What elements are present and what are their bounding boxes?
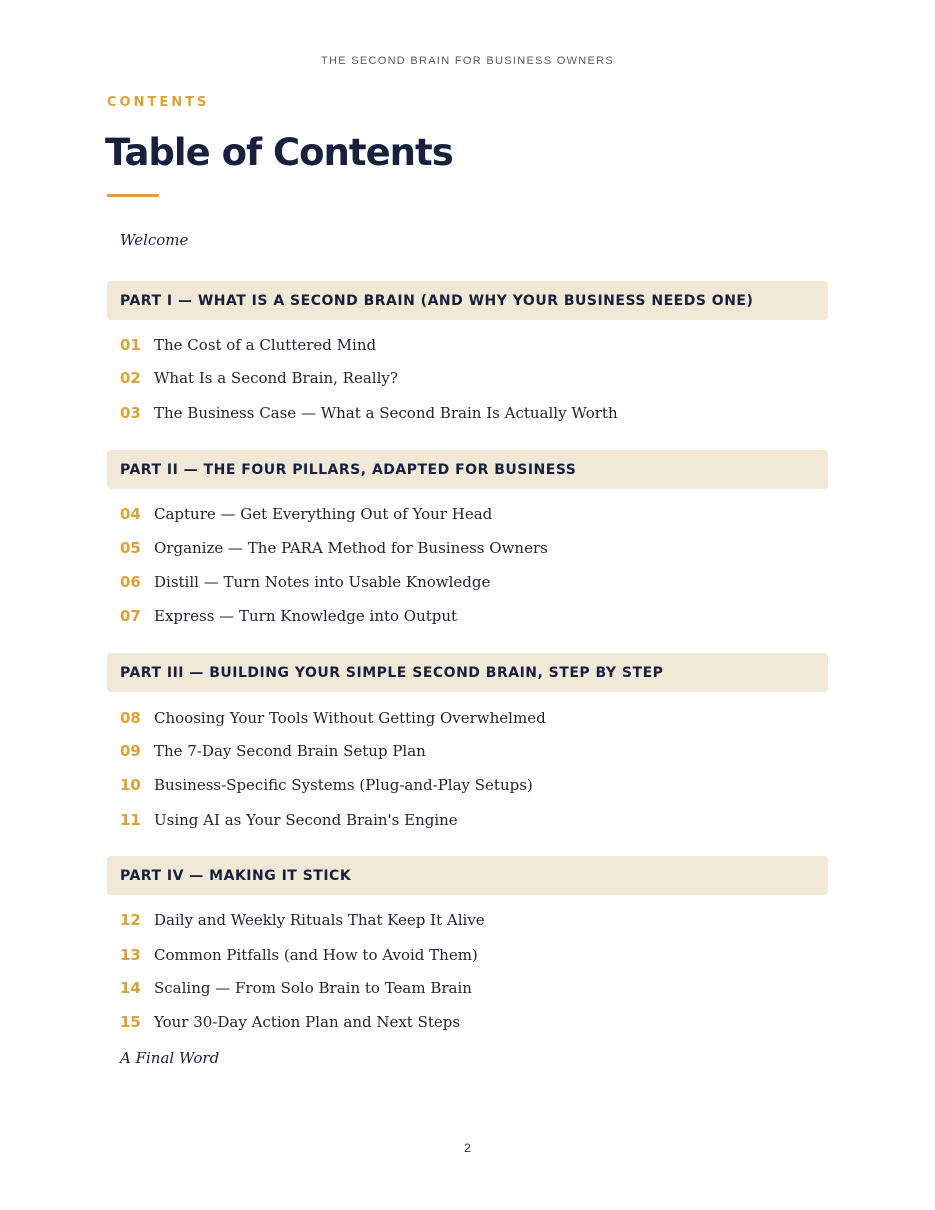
toc-chapter-row[interactable] bbox=[120, 537, 548, 559]
toc-chapter-row[interactable] bbox=[120, 909, 485, 931]
chapter-title: Capture — Get Everything Out of Your Head bbox=[154, 505, 493, 523]
chapter-number: 06 bbox=[120, 573, 141, 591]
toc-chapter-row[interactable] bbox=[120, 605, 457, 627]
toc-chapter-row[interactable] bbox=[120, 503, 492, 525]
chapter-number: 15 bbox=[120, 1013, 141, 1031]
toc-chapter-row[interactable] bbox=[120, 334, 376, 356]
part-banner-4[interactable] bbox=[107, 856, 828, 895]
part-banner-1[interactable] bbox=[107, 281, 828, 320]
chapter-number: 12 bbox=[120, 911, 141, 929]
page-number: 2 bbox=[464, 1141, 471, 1155]
chapter-title: What Is a Second Brain, Really? bbox=[154, 369, 398, 387]
toc-chapter-row[interactable] bbox=[120, 707, 546, 729]
part-label: PART II — THE FOUR PILLARS, ADAPTED FOR BUSINESS bbox=[120, 461, 577, 478]
chapter-number: 04 bbox=[120, 505, 141, 523]
toc-chapter-row[interactable] bbox=[120, 774, 533, 796]
chapter-number: 11 bbox=[120, 811, 141, 829]
toc-entry-final-word[interactable]: A Final Word bbox=[120, 1049, 220, 1067]
toc-entry-welcome[interactable]: Welcome bbox=[120, 231, 189, 249]
chapter-number: 10 bbox=[120, 776, 141, 794]
part-label: PART IV — MAKING IT STICK bbox=[120, 867, 352, 884]
part-banner-2[interactable] bbox=[107, 450, 828, 489]
toc-chapter-row[interactable] bbox=[120, 809, 458, 831]
chapter-title: Distill — Turn Notes into Usable Knowledge bbox=[154, 573, 491, 591]
chapter-number: 08 bbox=[120, 709, 141, 727]
page-title: Table of Contents bbox=[105, 131, 453, 174]
chapter-title: Using AI as Your Second Brain's Engine bbox=[154, 811, 458, 829]
toc-chapter-row[interactable] bbox=[120, 367, 398, 389]
chapter-number: 13 bbox=[120, 946, 141, 964]
chapter-number: 14 bbox=[120, 979, 141, 997]
chapter-title: Your 30-Day Action Plan and Next Steps bbox=[154, 1013, 461, 1031]
chapter-title: The 7-Day Second Brain Setup Plan bbox=[154, 742, 426, 760]
chapter-number: 05 bbox=[120, 539, 141, 557]
chapter-title: Scaling — From Solo Brain to Team Brain bbox=[154, 979, 472, 997]
toc-chapter-row[interactable] bbox=[120, 977, 472, 999]
chapter-title: The Cost of a Cluttered Mind bbox=[154, 336, 377, 354]
chapter-title: Express — Turn Knowledge into Output bbox=[154, 607, 458, 625]
chapter-title: Daily and Weekly Rituals That Keep It Alive bbox=[154, 911, 485, 929]
chapter-number: 07 bbox=[120, 607, 141, 625]
toc-chapter-row[interactable] bbox=[120, 1011, 460, 1033]
chapter-number: 01 bbox=[120, 336, 141, 354]
chapter-title: Business-Specific Systems (Plug-and-Play Setups) bbox=[154, 776, 533, 794]
part-banner-3[interactable] bbox=[107, 653, 828, 692]
chapter-number: 09 bbox=[120, 742, 141, 760]
section-eyebrow: CONTENTS bbox=[107, 95, 210, 110]
chapter-title: Common Pitfalls (and How to Avoid Them) bbox=[154, 946, 478, 964]
chapter-number: 02 bbox=[120, 369, 141, 387]
chapter-title: Choosing Your Tools Without Getting Overwhelmed bbox=[154, 709, 546, 727]
running-header: THE SECOND BRAIN FOR BUSINESS OWNERS bbox=[320, 55, 615, 67]
part-label: PART I — WHAT IS A SECOND BRAIN (AND WHY YOUR BUSINESS NEEDS ONE) bbox=[120, 292, 754, 309]
chapter-title: Organize — The PARA Method for Business Owners bbox=[154, 539, 548, 557]
toc-chapter-row[interactable] bbox=[120, 740, 426, 762]
part-label: PART III — BUILDING YOUR SIMPLE SECOND BRAIN, STEP BY STEP bbox=[120, 664, 664, 681]
chapter-title: The Business Case — What a Second Brain Is Actually Worth bbox=[154, 404, 618, 422]
toc-chapter-row[interactable] bbox=[120, 944, 478, 966]
title-underline bbox=[107, 194, 159, 197]
chapter-number: 03 bbox=[120, 404, 141, 422]
toc-chapter-row[interactable] bbox=[120, 571, 490, 593]
toc-chapter-row[interactable] bbox=[120, 402, 618, 424]
